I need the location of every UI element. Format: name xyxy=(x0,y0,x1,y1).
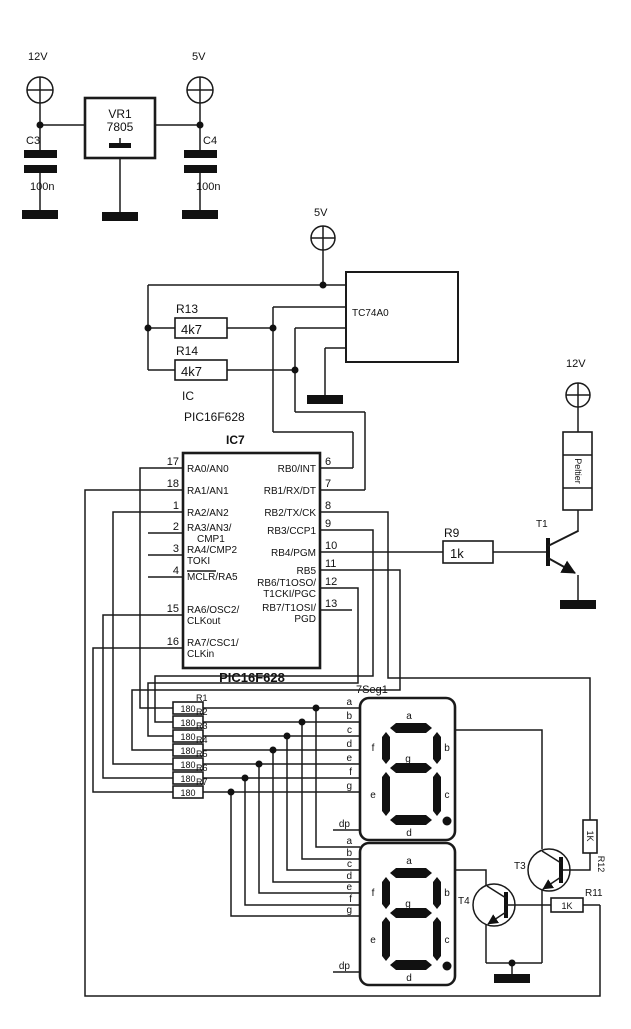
dp-dot xyxy=(443,817,452,826)
pin-number: 2 xyxy=(172,521,179,533)
pin-a: a xyxy=(346,697,352,708)
pin-number: 1 xyxy=(172,500,179,512)
r12-ref-label: R12 xyxy=(596,855,606,873)
mcu-left-pin-names xyxy=(187,464,239,660)
emitter-ground-wires xyxy=(486,960,542,975)
sevenseg-displays xyxy=(333,684,455,985)
resistor-r13 xyxy=(175,302,227,338)
pin-number: 7 xyxy=(325,478,332,490)
pin-d: d xyxy=(346,739,352,750)
pin-name: RB0/INT xyxy=(277,464,316,475)
pin-name: RB6/T1OSO/ xyxy=(257,578,316,589)
r7-value-label: 180 xyxy=(180,788,196,798)
pin-number: 17 xyxy=(166,456,179,468)
resistor-r11 xyxy=(551,888,603,912)
ground-icon xyxy=(307,395,343,404)
t1-ref-label: T1 xyxy=(536,519,548,530)
pin-dp: dp xyxy=(338,819,350,830)
sensor-section xyxy=(145,207,459,490)
junction-dot xyxy=(242,775,249,782)
pin-dp: dp xyxy=(338,961,350,972)
r5-value-label: 180 xyxy=(180,760,196,770)
r14-value-label: 4k7 xyxy=(181,364,202,379)
pin-name: RA4/CMP2 xyxy=(187,545,238,556)
seg-b-label: b xyxy=(444,888,450,899)
digit-driver-section xyxy=(455,730,606,983)
seg-e-label: e xyxy=(370,790,376,801)
display1 xyxy=(360,698,455,840)
peltier-label: Peltier xyxy=(573,458,583,484)
c4-value-label: 100n xyxy=(196,181,221,193)
mcu-ref-label: IC7 xyxy=(226,433,245,447)
pin-number: 16 xyxy=(166,636,179,648)
pin-name: CLKout xyxy=(187,616,221,627)
pin-c: c xyxy=(347,859,352,870)
pin-name: RA0/AN0 xyxy=(187,464,229,475)
pin-g: g xyxy=(346,905,352,916)
pin-number: 13 xyxy=(325,598,338,610)
r6-ref-label: R6 xyxy=(196,763,208,773)
mcu-wires xyxy=(85,468,600,996)
pin-number: 4 xyxy=(172,565,179,577)
pin-name: RB7/T1OSI/ xyxy=(262,603,316,614)
pin-name: T1CKI/PGC xyxy=(263,589,316,600)
pin-number: 11 xyxy=(325,558,337,570)
pin-name: RB3/CCP1 xyxy=(267,526,316,537)
r4-value-label: 180 xyxy=(180,746,196,756)
transistor-t4 xyxy=(458,884,551,963)
seg-b-label: b xyxy=(444,743,450,754)
pin-name: CLKin xyxy=(187,649,215,660)
pin-d: d xyxy=(346,871,352,882)
seg-a-label: a xyxy=(406,711,412,722)
pin-number: 12 xyxy=(325,576,338,588)
seg-g-label: g xyxy=(405,754,411,765)
display-ref-label: 7Seg1 xyxy=(356,684,388,696)
driver-12v-label: 12V xyxy=(566,358,586,370)
junction-dot xyxy=(509,960,516,967)
supply-12v-label: 12V xyxy=(28,51,48,63)
pin-name: RB1/RX/DT xyxy=(263,486,316,497)
ground-icon xyxy=(560,600,596,609)
pin-c: c xyxy=(347,725,352,736)
resistor-r14 xyxy=(175,344,227,380)
pin-e: e xyxy=(346,753,352,764)
pin-number: 10 xyxy=(325,540,338,552)
pin-b: b xyxy=(346,711,352,722)
segment-resistor-network xyxy=(173,693,360,916)
pin-number: 6 xyxy=(325,456,332,468)
pin-b: b xyxy=(346,848,352,859)
pin-name: RB4/PGM xyxy=(270,548,316,559)
seg-g-label: g xyxy=(405,899,411,910)
junction-dot xyxy=(256,761,263,768)
ground-icon xyxy=(494,974,530,983)
c3-value-label: 100n xyxy=(30,181,55,193)
sensor-5v-icon xyxy=(311,226,335,250)
dp-dot xyxy=(443,962,452,971)
transistor-t1 xyxy=(536,510,578,600)
r6-value-label: 180 xyxy=(180,774,196,784)
vr1-ref-label: VR1 xyxy=(108,107,132,121)
pin-e: e xyxy=(346,882,352,893)
pin-name: RB2/TX/CK xyxy=(264,508,316,519)
tc74a0-box xyxy=(346,272,458,362)
vr1-regulator xyxy=(85,98,155,158)
junction-dot xyxy=(197,122,204,129)
mcu-part-top-label: PIC16F628 xyxy=(184,410,245,424)
r7-ref-label: R7 xyxy=(196,777,208,787)
mcu-part-bottom-label: PIC16F628 xyxy=(219,670,285,685)
junction-dot xyxy=(320,282,327,289)
r1-value-label: 180 xyxy=(180,704,196,714)
junction-dot xyxy=(270,747,277,754)
display2-pin-labels xyxy=(333,836,360,972)
pin-name: RB5 xyxy=(296,566,316,577)
display2 xyxy=(360,843,455,985)
pin-number: 8 xyxy=(325,500,332,512)
r12-value-label: 1K xyxy=(585,830,595,842)
c4-ref-label: C4 xyxy=(203,135,218,147)
display2-common-wire xyxy=(455,870,486,885)
r12-to-t3-wire xyxy=(563,853,590,870)
r2-ref-label: R2 xyxy=(196,707,208,717)
junction-dot xyxy=(270,325,277,332)
mcu-right-pin-names xyxy=(257,464,316,625)
capacitor-c4 xyxy=(184,135,220,193)
r11-ref-label: R11 xyxy=(585,888,603,899)
junction-dot xyxy=(37,122,44,129)
peltier-driver-section xyxy=(443,358,596,609)
r3-ref-label: R3 xyxy=(196,721,208,731)
junction-dot xyxy=(313,705,320,712)
r9-ref-label: R9 xyxy=(444,526,460,540)
r13-ref-label: R13 xyxy=(176,302,199,316)
display1-common-wire xyxy=(455,730,542,849)
vr1-part-label: 7805 xyxy=(106,120,134,134)
r1-ref-label: R1 xyxy=(196,693,208,703)
r4-ref-label: R4 xyxy=(196,735,208,745)
pin-number: 15 xyxy=(166,603,179,615)
driver-12v-icon xyxy=(566,383,590,407)
pin-f: f xyxy=(349,894,352,905)
pin-name: RA2/AN2 xyxy=(187,508,229,519)
pin-number: 9 xyxy=(325,518,332,530)
resistor-r9 xyxy=(443,526,493,563)
mcu-left-pin-numbers xyxy=(167,456,179,648)
pin-name: MCLR/RA5 xyxy=(187,572,238,583)
pin-f: f xyxy=(349,767,352,778)
pin-g: g xyxy=(346,781,352,792)
ground-icon xyxy=(102,212,138,221)
junction-dot xyxy=(145,325,152,332)
r9-value-label: 1k xyxy=(450,546,464,561)
r13-value-label: 4k7 xyxy=(181,322,202,337)
seg-c-label: c xyxy=(444,935,450,946)
t3-ref-label: T3 xyxy=(514,861,526,872)
seg-a-label: a xyxy=(406,856,412,867)
seg-e-label: e xyxy=(370,935,376,946)
sensor-5v-label: 5V xyxy=(314,207,328,219)
r11-value-label: 1K xyxy=(561,901,573,911)
r5-ref-label: R5 xyxy=(196,749,208,759)
junction-dot xyxy=(292,367,299,374)
pin-name: TOKI xyxy=(187,556,211,567)
pin-a: a xyxy=(346,836,352,847)
seg-d-label: d xyxy=(406,973,412,984)
supply-5v-icon xyxy=(187,77,213,103)
vr1-gnd-tab xyxy=(109,143,131,148)
r2-value-label: 180 xyxy=(180,718,196,728)
seg-f-label: f xyxy=(371,888,375,899)
pin-number: 18 xyxy=(166,478,179,490)
pin-number: 3 xyxy=(172,543,179,555)
pin-name: RA7/CSC1/ xyxy=(187,638,239,649)
peltier-element xyxy=(563,432,592,510)
supply-12v-icon xyxy=(27,77,53,103)
supply-5v-label: 5V xyxy=(192,51,206,63)
r14-ref-label: R14 xyxy=(176,344,199,358)
seg-f-label: f xyxy=(371,743,375,754)
tc74a0-part-label: TC74A0 xyxy=(352,308,389,319)
segment-bus-wires xyxy=(203,705,360,917)
ground-icon xyxy=(182,210,218,219)
junction-dot xyxy=(299,719,306,726)
pin-name: RA1/AN1 xyxy=(187,486,229,497)
seg-c-label: c xyxy=(444,790,450,801)
seg-d-label: d xyxy=(406,828,412,839)
r3-value-label: 180 xyxy=(180,732,196,742)
pin-name: RA3/AN3/ xyxy=(187,523,232,534)
junction-dot xyxy=(228,789,235,796)
pin-name: CMP1 xyxy=(197,534,225,545)
pin-name: PGD xyxy=(294,614,316,625)
ground-icon xyxy=(22,210,58,219)
pin-name: RA6/OSC2/ xyxy=(187,605,240,616)
c3-ref-label: C3 xyxy=(26,135,41,147)
power-supply-section xyxy=(22,51,220,221)
ic-label: IC xyxy=(182,389,194,403)
junction-dot xyxy=(284,733,291,740)
resistor-r12 xyxy=(583,820,606,872)
mcu-right-pin-numbers xyxy=(325,456,337,610)
t4-ref-label: T4 xyxy=(458,896,470,907)
